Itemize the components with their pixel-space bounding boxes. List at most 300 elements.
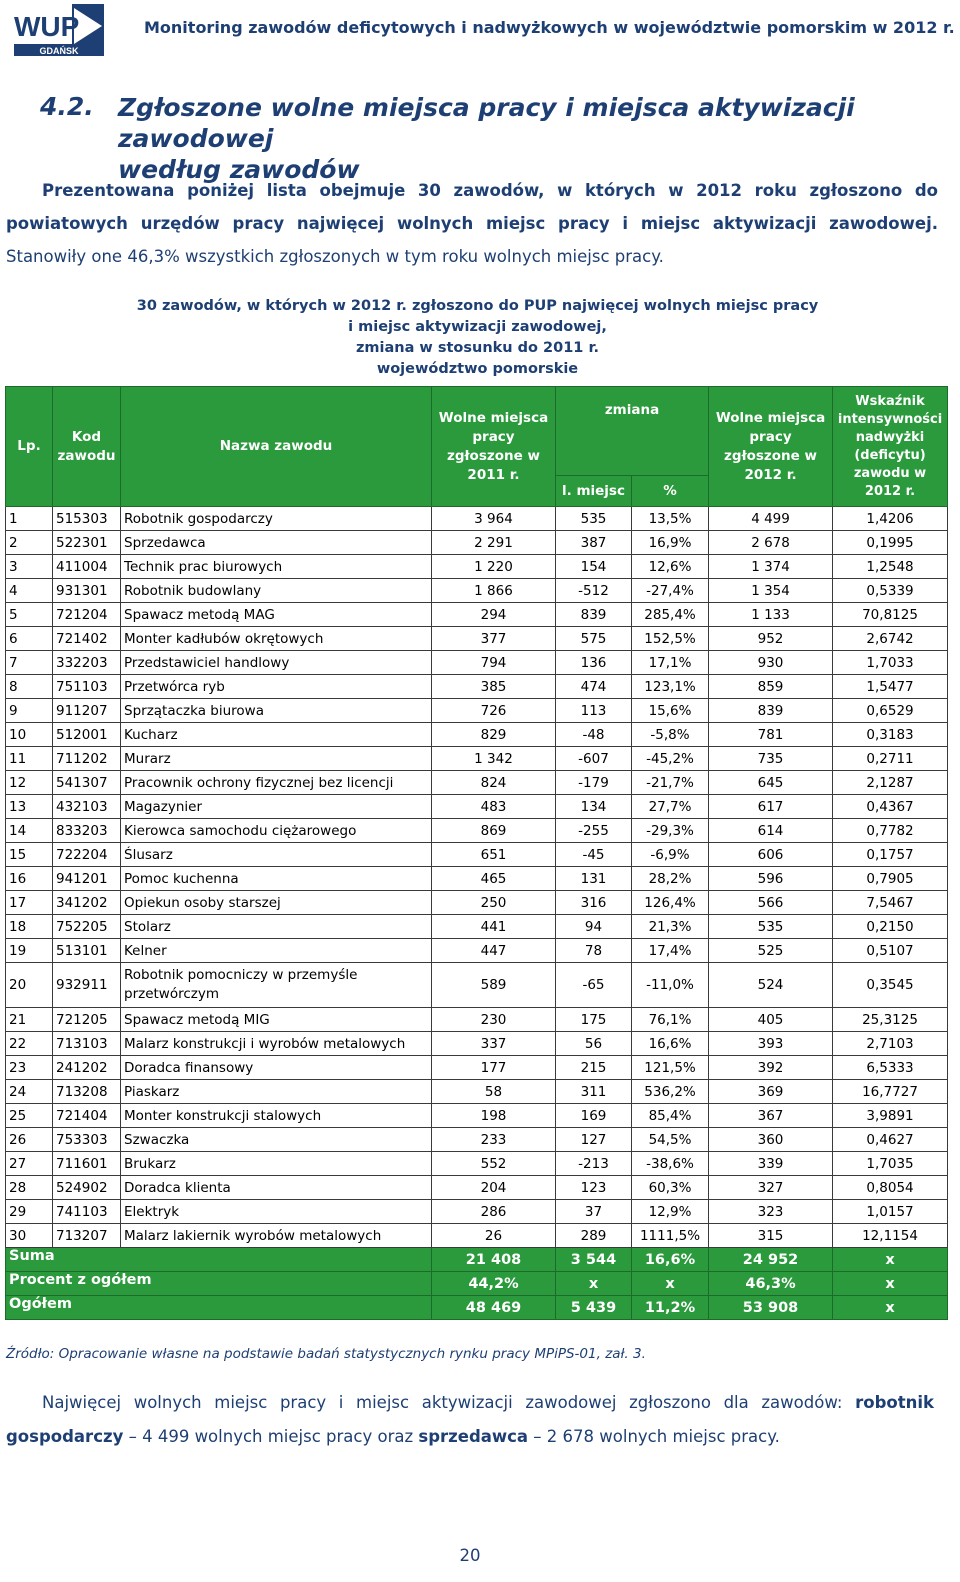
intro-line2: powiatowych urzędów pracy najwięcej wolnych miejsc pracy i miejsc aktywizacji zawodowej.: [6, 214, 938, 233]
cell-wskaznik: 0,5107: [833, 939, 948, 963]
cell-zmiana-liczba: -213: [556, 1152, 632, 1176]
cell-lp: 20: [6, 963, 53, 1008]
intro-line3: Stanowiły one 46,3% wszystkich zgłoszonych w tym roku wolnych miejsc pracy.: [6, 247, 664, 266]
cell-zmiana-liczba: 839: [556, 603, 632, 627]
cell-kod: 751103: [53, 675, 121, 699]
cell-wolne-2011: 198: [432, 1104, 556, 1128]
col-header-wskaznik: Wskaźnik intensywności nadwyżki (deficytu) zawodu w 2012 r.: [833, 387, 948, 507]
cell-kod: 541307: [53, 771, 121, 795]
cell-zmiana-procent: 54,5%: [632, 1128, 709, 1152]
cell-kod: 332203: [53, 651, 121, 675]
cell-nazwa: Kelner: [121, 939, 432, 963]
occupations-table: [5, 386, 948, 1320]
cell-lp: 7: [6, 651, 53, 675]
col-header-nazwa: Nazwa zawodu: [121, 387, 432, 507]
cell-kod: 341202: [53, 891, 121, 915]
cell-lp: 29: [6, 1200, 53, 1224]
cell-wolne-2012: 323: [709, 1200, 833, 1224]
cell-nazwa: Magazynier: [121, 795, 432, 819]
cell-zmiana-procent: 27,7%: [632, 795, 709, 819]
cell-kod: 713208: [53, 1080, 121, 1104]
col-header-zmiana: zmiana: [556, 387, 709, 476]
cell-wolne-2011: 465: [432, 867, 556, 891]
cell-kod: 713103: [53, 1032, 121, 1056]
cell-kod: 711202: [53, 747, 121, 771]
cell-lp: 2: [6, 531, 53, 555]
table-row: [6, 1008, 948, 1032]
cell-lp: 3: [6, 555, 53, 579]
closing-bold-2: gospodarczy: [6, 1427, 124, 1446]
cell-wskaznik: 0,8054: [833, 1176, 948, 1200]
cell-zmiana-liczba: 215: [556, 1056, 632, 1080]
col-header-kod: Kod zawodu: [53, 387, 121, 507]
summary-wolne-2012: 53 908: [709, 1296, 833, 1320]
cell-wskaznik: 1,7033: [833, 651, 948, 675]
cell-zmiana-liczba: 56: [556, 1032, 632, 1056]
summary-row: [6, 1248, 948, 1272]
cell-lp: 18: [6, 915, 53, 939]
cell-nazwa: Robotnik pomocniczy w przemyśle przetwórczym: [121, 963, 432, 1008]
cell-zmiana-liczba: 127: [556, 1128, 632, 1152]
cell-wolne-2012: 392: [709, 1056, 833, 1080]
cell-lp: 1: [6, 507, 53, 531]
cell-wolne-2011: 294: [432, 603, 556, 627]
cell-wskaznik: 2,1287: [833, 771, 948, 795]
cell-wolne-2011: 2 291: [432, 531, 556, 555]
cell-wolne-2012: 952: [709, 627, 833, 651]
table-row: [6, 1104, 948, 1128]
cell-wolne-2012: 525: [709, 939, 833, 963]
cell-wolne-2011: 177: [432, 1056, 556, 1080]
cell-zmiana-liczba: 169: [556, 1104, 632, 1128]
header-title: Monitoring zawodów deficytowych i nadwyżkowych w województwie pomorskim w 2012 r.: [144, 18, 955, 37]
cell-nazwa: Robotnik budowlany: [121, 579, 432, 603]
cell-kod: 522301: [53, 531, 121, 555]
cell-nazwa: Technik prac biurowych: [121, 555, 432, 579]
table-row: [6, 1032, 948, 1056]
page-header: [0, 0, 960, 64]
cell-zmiana-liczba: 94: [556, 915, 632, 939]
cell-lp: 16: [6, 867, 53, 891]
cell-wolne-2011: 337: [432, 1032, 556, 1056]
cell-wskaznik: 3,9891: [833, 1104, 948, 1128]
intro-paragraph: [6, 174, 938, 273]
table-row: [6, 627, 948, 651]
cell-wskaznik: 7,5467: [833, 891, 948, 915]
table-row: [6, 939, 948, 963]
cell-kod: 432103: [53, 795, 121, 819]
cell-wolne-2012: 535: [709, 915, 833, 939]
table-row: [6, 1176, 948, 1200]
cell-wskaznik: 2,6742: [833, 627, 948, 651]
table-row: [6, 915, 948, 939]
table-row: [6, 891, 948, 915]
cell-zmiana-procent: -6,9%: [632, 843, 709, 867]
cell-wskaznik: 0,7905: [833, 867, 948, 891]
cell-zmiana-procent: -11,0%: [632, 963, 709, 1008]
cell-zmiana-liczba: 78: [556, 939, 632, 963]
cell-zmiana-liczba: 154: [556, 555, 632, 579]
cell-nazwa: Stolarz: [121, 915, 432, 939]
cell-zmiana-procent: 60,3%: [632, 1176, 709, 1200]
cell-kod: 721204: [53, 603, 121, 627]
col-header-wolne-2012: Wolne miejsca pracy zgłoszone w 2012 r.: [709, 387, 833, 507]
cell-wolne-2011: 589: [432, 963, 556, 1008]
cell-kod: 711601: [53, 1152, 121, 1176]
cell-zmiana-procent: 21,3%: [632, 915, 709, 939]
table-row: [6, 531, 948, 555]
caption-line2: i miejsc aktywizacji zawodowej,: [348, 319, 607, 335]
cell-zmiana-procent: 13,5%: [632, 507, 709, 531]
cell-zmiana-procent: 536,2%: [632, 1080, 709, 1104]
caption-line3: zmiana w stosunku do 2011 r.: [355, 340, 600, 356]
cell-kod: 931301: [53, 579, 121, 603]
cell-wolne-2012: 2 678: [709, 531, 833, 555]
section-title: [118, 92, 938, 185]
cell-wskaznik: 0,3183: [833, 723, 948, 747]
page-number: 20: [459, 1546, 481, 1565]
summary-zmiana-procent: 16,6%: [632, 1248, 709, 1272]
cell-wolne-2012: 735: [709, 747, 833, 771]
cell-zmiana-procent: 123,1%: [632, 675, 709, 699]
cell-lp: 22: [6, 1032, 53, 1056]
summary-wolne-2012: 46,3%: [709, 1272, 833, 1296]
cell-nazwa: Sprzątaczka biurowa: [121, 699, 432, 723]
cell-lp: 27: [6, 1152, 53, 1176]
summary-wskaznik: x: [833, 1272, 948, 1296]
table-row: [6, 1080, 948, 1104]
summary-wolne-2011: 48 469: [432, 1296, 556, 1320]
cell-zmiana-liczba: 535: [556, 507, 632, 531]
cell-zmiana-liczba: 123: [556, 1176, 632, 1200]
cell-zmiana-procent: 126,4%: [632, 891, 709, 915]
closing-bold-1: robotnik: [855, 1393, 934, 1412]
cell-nazwa: Przedstawiciel handlowy: [121, 651, 432, 675]
cell-wskaznik: 0,1757: [833, 843, 948, 867]
cell-kod: 411004: [53, 555, 121, 579]
cell-nazwa: Sprzedawca: [121, 531, 432, 555]
cell-zmiana-liczba: 316: [556, 891, 632, 915]
cell-wolne-2012: 596: [709, 867, 833, 891]
cell-kod: 515303: [53, 507, 121, 531]
cell-nazwa: Doradca klienta: [121, 1176, 432, 1200]
cell-zmiana-procent: 28,2%: [632, 867, 709, 891]
table-row: [6, 555, 948, 579]
summary-wolne-2011: 21 408: [432, 1248, 556, 1272]
table-row: [6, 1152, 948, 1176]
cell-nazwa: Malarz lakiernik wyrobów metalowych: [121, 1224, 432, 1248]
cell-wskaznik: 0,2150: [833, 915, 948, 939]
cell-zmiana-liczba: 113: [556, 699, 632, 723]
cell-wolne-2011: 58: [432, 1080, 556, 1104]
table-row: [6, 771, 948, 795]
summary-label: Ogółem: [6, 1296, 432, 1320]
cell-lp: 14: [6, 819, 53, 843]
cell-wolne-2012: 524: [709, 963, 833, 1008]
cell-wolne-2011: 385: [432, 675, 556, 699]
section-title-line1: Zgłoszone wolne miejsca pracy i miejsca aktywizacji zawodowej: [118, 93, 855, 153]
cell-nazwa: Kierowca samochodu ciężarowego: [121, 819, 432, 843]
cell-zmiana-procent: -45,2%: [632, 747, 709, 771]
logo-text: WUP: [14, 11, 80, 42]
cell-wolne-2012: 839: [709, 699, 833, 723]
summary-label: Procent z ogółem: [6, 1272, 432, 1296]
cell-zmiana-procent: 85,4%: [632, 1104, 709, 1128]
cell-wskaznik: 0,3545: [833, 963, 948, 1008]
section-title-line2: według zawodów: [118, 155, 360, 184]
cell-lp: 19: [6, 939, 53, 963]
cell-wolne-2011: 377: [432, 627, 556, 651]
cell-wolne-2011: 1 866: [432, 579, 556, 603]
caption-line1: 30 zawodów, w których w 2012 r. zgłoszono do PUP najwięcej wolnych miejsc pracy: [136, 298, 819, 314]
cell-zmiana-liczba: 387: [556, 531, 632, 555]
summary-row: [6, 1272, 948, 1296]
cell-lp: 23: [6, 1056, 53, 1080]
cell-nazwa: Brukarz: [121, 1152, 432, 1176]
cell-wolne-2012: 614: [709, 819, 833, 843]
closing-text-2: – 4 499 wolnych miejsc pracy oraz: [123, 1427, 419, 1446]
cell-nazwa: Elektryk: [121, 1200, 432, 1224]
cell-wskaznik: 70,8125: [833, 603, 948, 627]
section-number: 4.2.: [40, 92, 94, 121]
cell-wolne-2011: 794: [432, 651, 556, 675]
cell-wolne-2011: 26: [432, 1224, 556, 1248]
table-row: [6, 723, 948, 747]
cell-lp: 30: [6, 1224, 53, 1248]
cell-zmiana-liczba: 131: [556, 867, 632, 891]
cell-zmiana-procent: 152,5%: [632, 627, 709, 651]
cell-wolne-2011: 3 964: [432, 507, 556, 531]
cell-wskaznik: 1,5477: [833, 675, 948, 699]
cell-wolne-2011: 829: [432, 723, 556, 747]
table-row: [6, 963, 948, 1008]
wup-logo: [12, 2, 106, 58]
cell-zmiana-procent: 1111,5%: [632, 1224, 709, 1248]
cell-zmiana-procent: 12,9%: [632, 1200, 709, 1224]
cell-wolne-2012: 339: [709, 1152, 833, 1176]
closing-bold-3: sprzedawca: [418, 1427, 529, 1446]
summary-wolne-2012: 24 952: [709, 1248, 833, 1272]
cell-zmiana-liczba: 575: [556, 627, 632, 651]
cell-wolne-2012: 606: [709, 843, 833, 867]
cell-wskaznik: 0,1995: [833, 531, 948, 555]
source-note: Źródło: Opracowanie własne na podstawie badań statystycznych rynku pracy MPiPS-01, zał. 3.: [6, 1346, 646, 1362]
cell-nazwa: Spawacz metodą MAG: [121, 603, 432, 627]
cell-lp: 26: [6, 1128, 53, 1152]
cell-kod: 721402: [53, 627, 121, 651]
cell-wolne-2012: 617: [709, 795, 833, 819]
cell-kod: 512001: [53, 723, 121, 747]
summary-wskaznik: x: [833, 1248, 948, 1272]
cell-nazwa: Kucharz: [121, 723, 432, 747]
summary-zmiana-liczba: x: [556, 1272, 632, 1296]
table-row: [6, 1056, 948, 1080]
cell-nazwa: Piaskarz: [121, 1080, 432, 1104]
cell-zmiana-liczba: 37: [556, 1200, 632, 1224]
cell-lp: 28: [6, 1176, 53, 1200]
cell-wolne-2012: 369: [709, 1080, 833, 1104]
table-row: [6, 1200, 948, 1224]
cell-wskaznik: 0,4627: [833, 1128, 948, 1152]
cell-kod: 722204: [53, 843, 121, 867]
cell-wolne-2011: 1 342: [432, 747, 556, 771]
cell-wolne-2012: 367: [709, 1104, 833, 1128]
cell-lp: 13: [6, 795, 53, 819]
cell-lp: 24: [6, 1080, 53, 1104]
cell-lp: 6: [6, 627, 53, 651]
cell-zmiana-liczba: 136: [556, 651, 632, 675]
cell-kod: 752205: [53, 915, 121, 939]
cell-wolne-2012: 393: [709, 1032, 833, 1056]
cell-zmiana-procent: -29,3%: [632, 819, 709, 843]
cell-zmiana-liczba: -65: [556, 963, 632, 1008]
cell-wolne-2012: 360: [709, 1128, 833, 1152]
cell-zmiana-procent: 17,4%: [632, 939, 709, 963]
cell-wskaznik: 25,3125: [833, 1008, 948, 1032]
cell-zmiana-liczba: 289: [556, 1224, 632, 1248]
cell-wolne-2012: 1 354: [709, 579, 833, 603]
cell-nazwa: Pracownik ochrony fizycznej bez licencji: [121, 771, 432, 795]
table-row: [6, 507, 948, 531]
cell-wolne-2012: 1 374: [709, 555, 833, 579]
cell-wskaznik: 1,4206: [833, 507, 948, 531]
cell-zmiana-procent: -38,6%: [632, 1152, 709, 1176]
cell-kod: 911207: [53, 699, 121, 723]
summary-zmiana-procent: 11,2%: [632, 1296, 709, 1320]
table-row: [6, 1128, 948, 1152]
cell-wolne-2012: 327: [709, 1176, 833, 1200]
cell-nazwa: Robotnik gospodarczy: [121, 507, 432, 531]
cell-wolne-2011: 552: [432, 1152, 556, 1176]
cell-zmiana-procent: -21,7%: [632, 771, 709, 795]
cell-zmiana-liczba: -48: [556, 723, 632, 747]
table-row: [6, 819, 948, 843]
cell-lp: 17: [6, 891, 53, 915]
cell-nazwa: Przetwórca ryb: [121, 675, 432, 699]
table-row: [6, 867, 948, 891]
cell-wolne-2011: 726: [432, 699, 556, 723]
cell-wolne-2012: 859: [709, 675, 833, 699]
intro-line1: Prezentowana poniżej lista obejmuje 30 zawodów, w których w 2012 roku zgłoszono do: [42, 181, 938, 200]
cell-wolne-2011: 824: [432, 771, 556, 795]
cell-zmiana-liczba: -179: [556, 771, 632, 795]
cell-lp: 10: [6, 723, 53, 747]
cell-nazwa: Spawacz metodą MIG: [121, 1008, 432, 1032]
cell-nazwa: Opiekun osoby starszej: [121, 891, 432, 915]
cell-lp: 15: [6, 843, 53, 867]
col-header-lp: Lp.: [6, 387, 53, 507]
table-row: [6, 1224, 948, 1248]
table-row: [6, 747, 948, 771]
summary-wskaznik: x: [833, 1296, 948, 1320]
cell-zmiana-procent: -5,8%: [632, 723, 709, 747]
logo-subtext: GDAŃSK: [39, 46, 79, 56]
cell-zmiana-procent: 285,4%: [632, 603, 709, 627]
cell-zmiana-liczba: -255: [556, 819, 632, 843]
cell-nazwa: Murarz: [121, 747, 432, 771]
table-row: [6, 699, 948, 723]
summary-zmiana-liczba: 3 544: [556, 1248, 632, 1272]
cell-wskaznik: 2,7103: [833, 1032, 948, 1056]
cell-wolne-2011: 1 220: [432, 555, 556, 579]
cell-wolne-2012: 405: [709, 1008, 833, 1032]
cell-zmiana-procent: -27,4%: [632, 579, 709, 603]
caption-line4: województwo pomorskie: [376, 361, 579, 377]
cell-zmiana-liczba: 474: [556, 675, 632, 699]
cell-wskaznik: 1,2548: [833, 555, 948, 579]
cell-kod: 713207: [53, 1224, 121, 1248]
col-header-zmiana-procent: %: [632, 476, 709, 507]
table-body: [6, 507, 948, 1320]
cell-lp: 9: [6, 699, 53, 723]
cell-wolne-2011: 651: [432, 843, 556, 867]
cell-zmiana-procent: 12,6%: [632, 555, 709, 579]
table-row: [6, 603, 948, 627]
cell-wskaznik: 12,1154: [833, 1224, 948, 1248]
cell-nazwa: Malarz konstrukcji i wyrobów metalowych: [121, 1032, 432, 1056]
col-header-wolne-2011: Wolne miejsca pracy zgłoszone w 2011 r.: [432, 387, 556, 507]
cell-wolne-2011: 204: [432, 1176, 556, 1200]
cell-wskaznik: 0,4367: [833, 795, 948, 819]
cell-lp: 11: [6, 747, 53, 771]
cell-wolne-2012: 4 499: [709, 507, 833, 531]
cell-lp: 12: [6, 771, 53, 795]
cell-zmiana-procent: 17,1%: [632, 651, 709, 675]
cell-wolne-2012: 566: [709, 891, 833, 915]
cell-wskaznik: 1,0157: [833, 1200, 948, 1224]
cell-wskaznik: 0,6529: [833, 699, 948, 723]
cell-kod: 524902: [53, 1176, 121, 1200]
closing-text-3: – 2 678 wolnych miejsc pracy.: [528, 1427, 780, 1446]
cell-nazwa: Monter konstrukcji stalowych: [121, 1104, 432, 1128]
cell-kod: 241202: [53, 1056, 121, 1080]
cell-wskaznik: 0,7782: [833, 819, 948, 843]
cell-nazwa: Pomoc kuchenna: [121, 867, 432, 891]
cell-zmiana-liczba: 175: [556, 1008, 632, 1032]
cell-zmiana-liczba: -607: [556, 747, 632, 771]
cell-zmiana-liczba: 134: [556, 795, 632, 819]
table-row: [6, 675, 948, 699]
cell-kod: 833203: [53, 819, 121, 843]
cell-kod: 932911: [53, 963, 121, 1008]
cell-kod: 741103: [53, 1200, 121, 1224]
cell-zmiana-procent: 76,1%: [632, 1008, 709, 1032]
cell-lp: 4: [6, 579, 53, 603]
table-row: [6, 651, 948, 675]
cell-kod: 721404: [53, 1104, 121, 1128]
cell-wskaznik: 0,5339: [833, 579, 948, 603]
cell-wskaznik: 1,7035: [833, 1152, 948, 1176]
table-caption: [120, 296, 835, 380]
summary-row: [6, 1296, 948, 1320]
cell-wolne-2011: 869: [432, 819, 556, 843]
closing-line1: [6, 1386, 934, 1420]
closing-line2: [6, 1420, 934, 1454]
summary-wolne-2011: 44,2%: [432, 1272, 556, 1296]
cell-zmiana-procent: 16,6%: [632, 1032, 709, 1056]
cell-zmiana-liczba: -512: [556, 579, 632, 603]
summary-zmiana-liczba: 5 439: [556, 1296, 632, 1320]
cell-wolne-2011: 441: [432, 915, 556, 939]
cell-wolne-2012: 645: [709, 771, 833, 795]
cell-kod: 753303: [53, 1128, 121, 1152]
cell-nazwa: Monter kadłubów okrętowych: [121, 627, 432, 651]
cell-wolne-2012: 930: [709, 651, 833, 675]
cell-nazwa: Szwaczka: [121, 1128, 432, 1152]
cell-nazwa: Ślusarz: [121, 843, 432, 867]
cell-wolne-2011: 250: [432, 891, 556, 915]
cell-wolne-2012: 315: [709, 1224, 833, 1248]
